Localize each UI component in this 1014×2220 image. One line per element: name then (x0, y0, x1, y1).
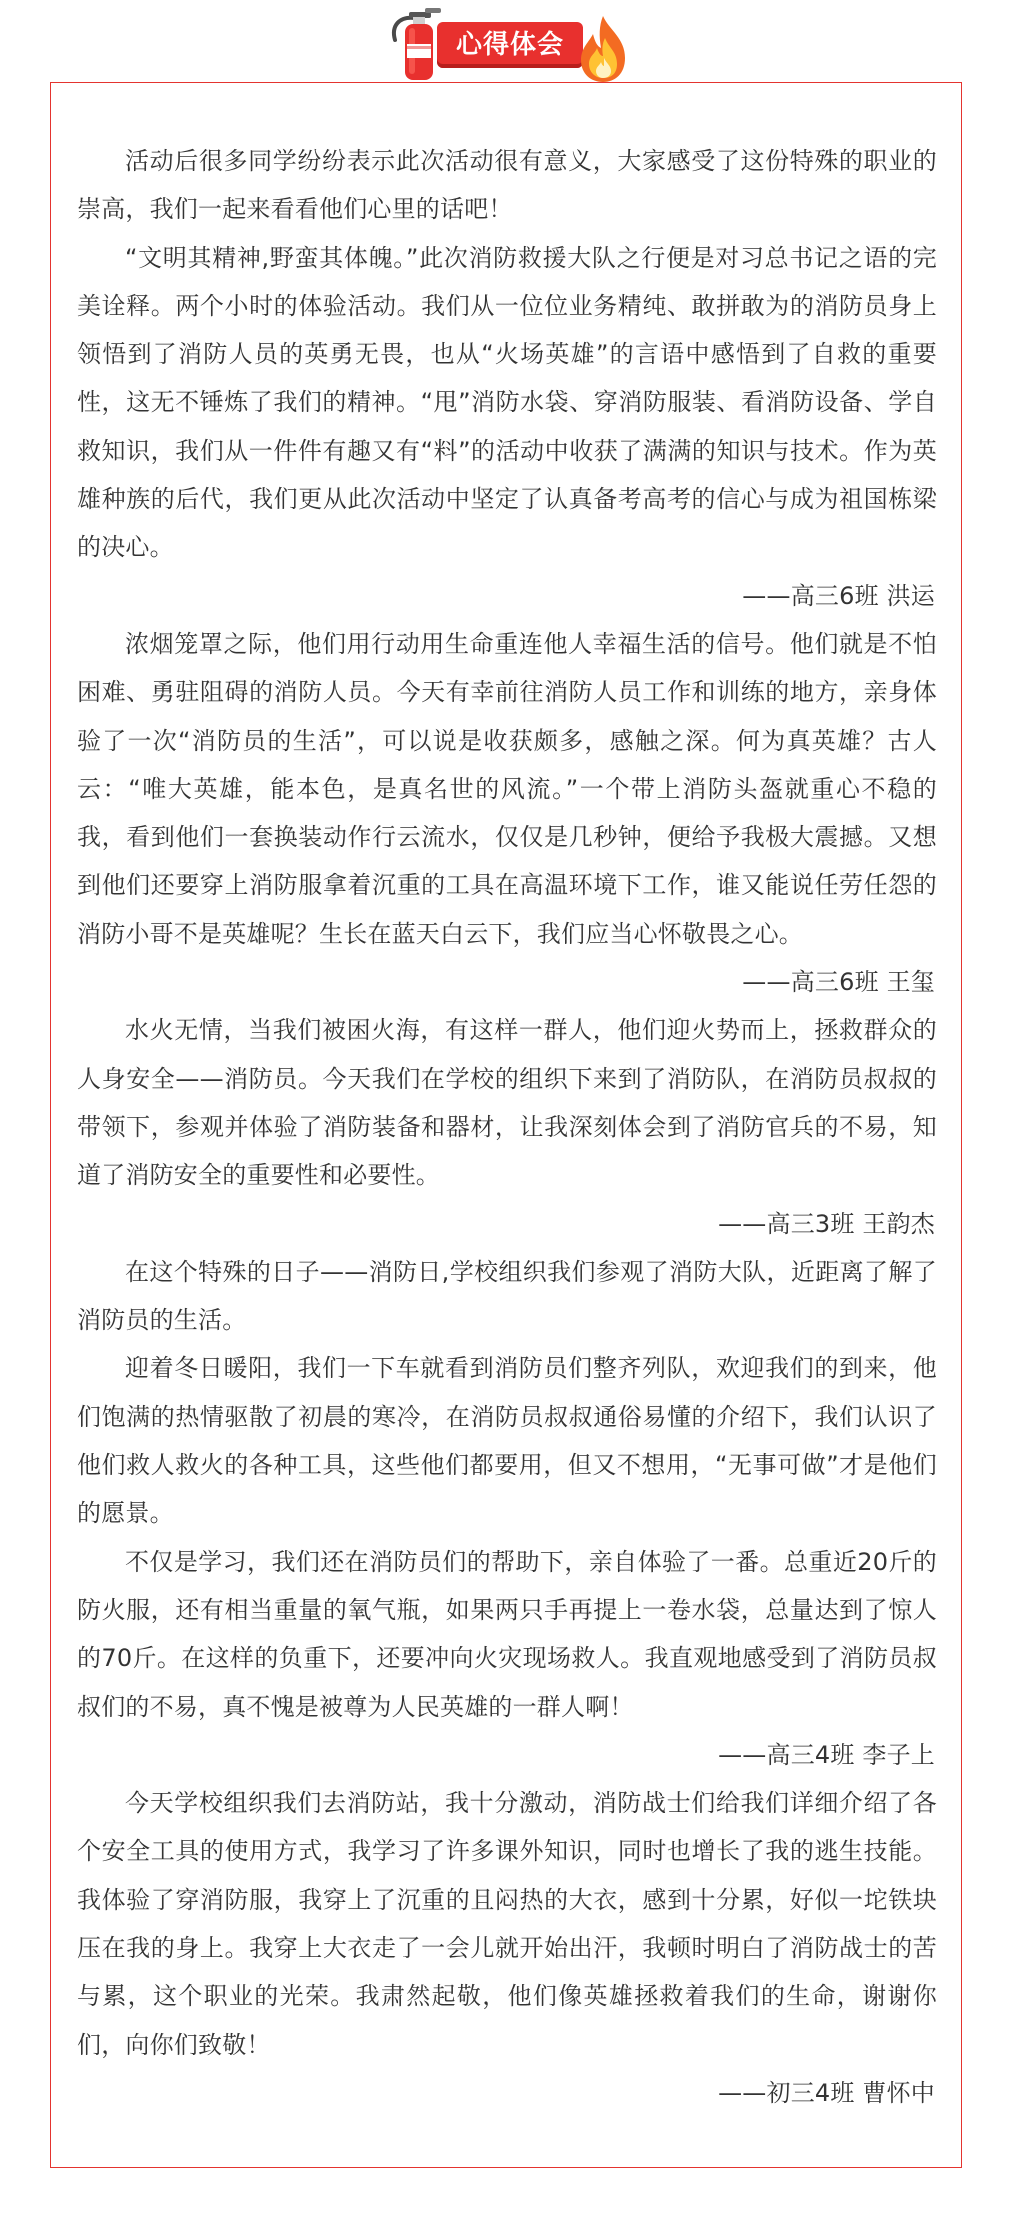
article-card (50, 82, 962, 2168)
article-body (77, 137, 937, 2117)
article-paragraph: 浓烟笼罩之际，他们用行动用生命重连他人幸福生活的信号。他们就是不怕困难、勇驻阻碍的消防人员。今天有幸前往消防人员工作和训练的地方，亲身体验了一次“消防员的生活”，可以说是收获颇多，感触之深。何为真英雄？古人云：“唯大英雄，能本色，是真名世的风流。”一个带上消防头盔就重心不稳的我，看到他们一套换装动作行云流水，仅仅是几秒钟，便给予我极大震撼。又想到他们还要穿上消防服拿着沉重的工具在高温环境下工作，谁又能说任劳任怨的消防小哥不是英雄呢？生长在蓝天白云下，我们应当心怀敬畏之心。 (77, 629, 937, 948)
article-paragraph: 在这个特殊的日子——消防日,学校组织我们参观了消防大队，近距离了解了消防员的生活。 (77, 1257, 937, 1335)
article-paragraph: 迎着冬日暖阳，我们一下车就看到消防员们整齐列队，欢迎我们的到来，他们饱满的热情驱散了初晨的寒冷，在消防员叔叔通俗易懂的介绍下，我们认识了他们救人救火的各种工具，这些他们都要用，但又不想用，“无事可做”才是他们的愿景。 (77, 1354, 937, 1528)
header (0, 0, 1014, 90)
article-paragraph: 水火无情，当我们被困火海，有这样一群人，他们迎火势而上，拯救群众的人身安全——消防员。今天我们在学校的组织下来到了消防队，在消防员叔叔的带领下，参观并体验了消防装备和器材，让我深刻体会到了消防官兵的不易，知道了消防安全的重要性和必要性。 (77, 1016, 937, 1190)
article-paragraph: 不仅是学习，我们还在消防员们的帮助下，亲自体验了一番。总重近20斤的防火服，还有相当重量的氧气瓶，如果两只手再提上一卷水袋，总量达到了惊人的70斤。在这样的负重下，还要冲向火灾现场救人。我直观地感受到了消防员叔叔们的不易，真不愧是被尊为人民英雄的一群人啊！ (77, 1547, 937, 1721)
fire-extinguisher-icon (385, 6, 445, 82)
author-signature: ——初三4班 曹怀中 (718, 2078, 935, 2107)
author-signature: ——高三6班 洪运 (742, 581, 935, 610)
flame-icon (575, 14, 631, 84)
author-signature: ——高三3班 王韵杰 (718, 1209, 935, 1238)
author-signature: ——高三6班 王玺 (742, 968, 935, 997)
article-paragraph: 活动后很多同学纷纷表示此次活动很有意义，大家感受了这份特殊的职业的崇高，我们一起来看看他们心里的话吧！ (77, 147, 937, 224)
article-paragraph: “文明其精神,野蛮其体魄。”此次消防救援大队之行便是对习总书记之语的完美诠释。两个小时的体验活动。我们从一位位业务精纯、敢拼敢为的消防员身上领悟到了消防人员的英勇无畏，也从“火场英雄”的言语中感悟到了自救的重要性，这无不锤炼了我们的精神。“甩”消防水袋、穿消防服装、看消防设备、学自救知识，我们从一件件有趣又有“料”的活动中收获了满满的知识与技术。作为英雄种族的后代，我们更从此次活动中坚定了认真备考高考的信心与成为祖国栋梁的决心。 (77, 243, 937, 562)
author-signature: ——高三4班 李子上 (718, 1740, 935, 1769)
title-badge (385, 6, 635, 82)
article-paragraph: 今天学校组织我们去消防站，我十分激动，消防战士们给我们详细介绍了各个安全工具的使用方式，我学习了许多课外知识，同时也增长了我的逃生技能。我体验了穿消防服，我穿上了沉重的且闷热的大衣，感到十分累，好似一坨铁块压在我的身上。我穿上大衣走了一会儿就开始出汗，我顿时明白了消防战士的苦与累，这个职业的光荣。我肃然起敬，他们像英雄拯救着我们的生命，谢谢你们，向你们致敬！ (77, 1789, 937, 2059)
section-title: 心得体会 (455, 30, 564, 60)
